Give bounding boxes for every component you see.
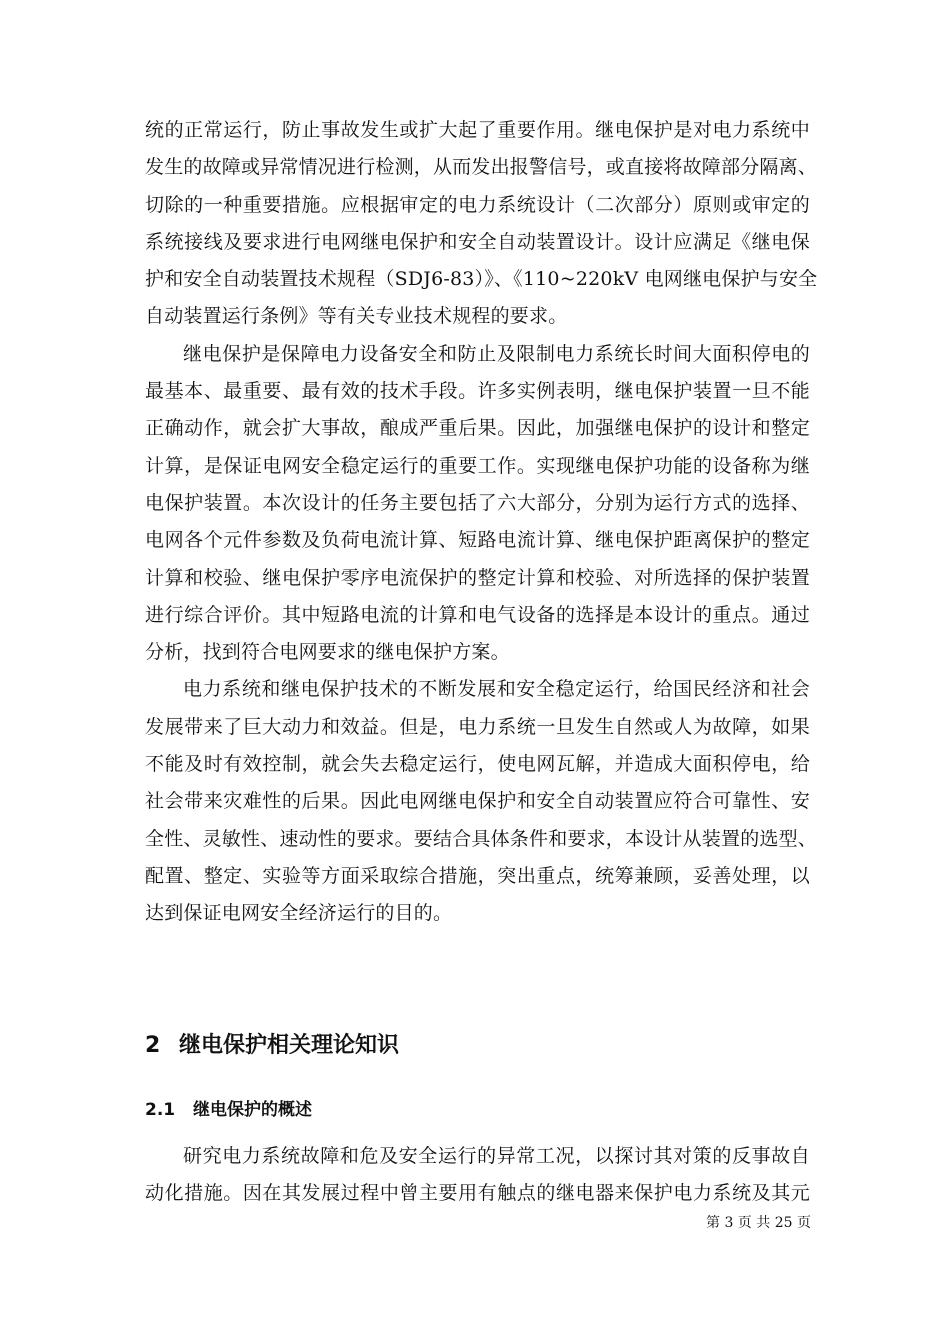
text-line: 电保护装置。本次设计的任务主要包括了六大部分，分别为运行方式的选择、 — [145, 491, 810, 514]
text-line: 继电保护是保障电力设备安全和防止及限制电力系统长时间大面积停电的 — [183, 342, 810, 365]
section-body-text — [145, 1138, 810, 1213]
text-line: 发生的故障或异常情况进行检测，从而发出报警信号，或直接将故障部分隔离、 — [145, 156, 818, 179]
section-heading — [145, 1095, 312, 1125]
chapter-title: 继电保护相关理论知识 — [179, 1033, 400, 1058]
text-line: 最基本、最重要、最有效的技术手段。许多实例表明，继电保护装置一旦不能 — [145, 380, 810, 403]
text-line: 电网各个元件参数及负荷电流计算、短路电流计算、继电保护距离保护的整定 — [145, 529, 810, 552]
text-line: 计算和校验、继电保护零序电流保护的整定计算和校验、对所选择的保护装置 — [145, 566, 810, 589]
section-title: 继电保护的概述 — [193, 1100, 312, 1120]
text-line: 不能及时有效控制，就会失去稳定运行，使电网瓦解，并造成大面积停电，给 — [145, 753, 810, 776]
page-number: 第 3 页 共 25 页 — [706, 1215, 811, 1231]
text-line: 配置、整定、实验等方面采取综合措施，突出重点，统筹兼顾，妥善处理，以 — [145, 864, 810, 887]
text-line: 护和安全自动装置技术规程（SDJ6-83）》、《110~220kV 电网继电保护与安全 — [145, 268, 818, 291]
text-line: 进行综合评价。其中短路电流的计算和电气设备的选择是本设计的重点。通过 — [145, 603, 810, 626]
section-number: 2.1 — [145, 1100, 176, 1120]
text-line: 全性、灵敏性、速动性的要求。要结合具体条件和要求，本设计从装置的选型、 — [145, 827, 818, 850]
text-line: 研究电力系统故障和危及安全运行的异常工况，以探讨其对策的反事故自 — [183, 1145, 810, 1167]
page-footer — [706, 1212, 811, 1234]
text-line: 系统接线及要求进行电网继电保护和安全自动装置设计。设计应满足《继电保 — [145, 230, 810, 253]
text-line: 动化措施。因在其发展过程中曾主要用有触点的继电器来保护电力系统及其元 — [145, 1182, 810, 1205]
text-line: 社会带来灾难性的后果。因此电网继电保护和安全自动装置应符合可靠性、安 — [145, 790, 810, 813]
text-line: 统的正常运行，防止事故发生或扩大起了重要作用。继电保护是对电力系统中 — [145, 119, 810, 141]
text-line: 正确动作，就会扩大事故，酿成严重后果。因此，加强继电保护的设计和整定 — [145, 417, 810, 440]
text-line: 自动装置运行条例》等有关专业技术规程的要求。 — [145, 305, 568, 328]
text-line: 达到保证电网安全经济运行的目的。 — [145, 902, 453, 925]
text-line: 电力系统和继电保护技术的不断发展和安全稳定运行，给国民经济和社会 — [183, 678, 810, 701]
text-line: 分析，找到符合电网要求的继电保护方案。 — [145, 641, 510, 664]
text-line: 计算，是保证电网安全稳定运行的重要工作。实现继电保护功能的设备称为继 — [145, 454, 810, 477]
text-line: 发展带来了巨大动力和效益。但是，电力系统一旦发生自然或人为故障，如果 — [145, 715, 810, 738]
text-line: 切除的一种重要措施。应根据审定的电力系统设计（二次部分）原则或审定的 — [145, 193, 810, 216]
chapter-heading — [145, 1028, 399, 1064]
body-text-block — [145, 112, 818, 933]
chapter-number: 2 — [145, 1033, 161, 1058]
